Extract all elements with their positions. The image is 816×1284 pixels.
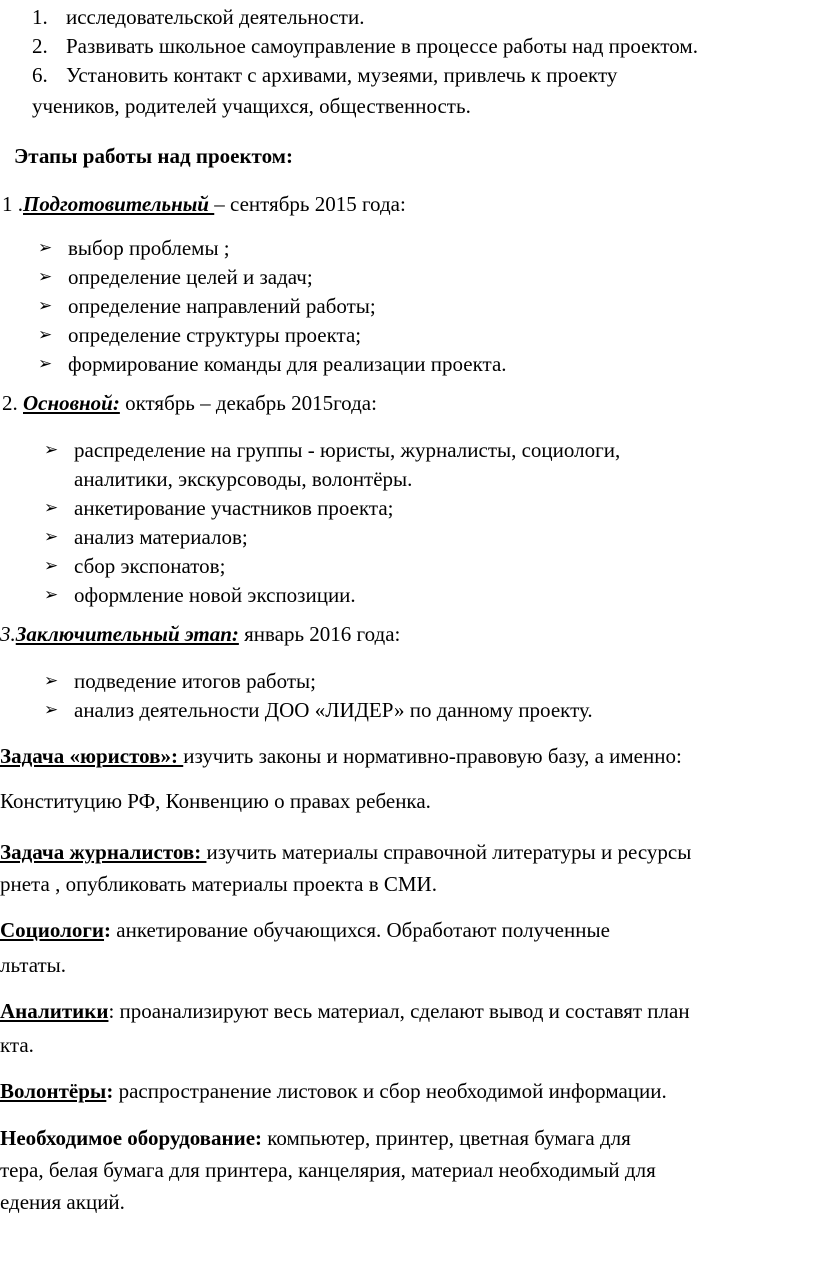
list-item: ➢ подведение итогов работы; <box>74 667 593 696</box>
stages-heading: Этапы работы над проектом: <box>14 144 293 168</box>
task-line: Волонтёры: распространение листовок и сбор необходимой информации. <box>0 1079 667 1103</box>
task-label: Социологи <box>0 918 105 942</box>
stage-items <box>44 436 621 610</box>
task-label: Аналитики <box>0 999 109 1023</box>
task-label: Задача журналистов: <box>0 840 207 864</box>
list-item: ➢ оформление новой экспозиции. <box>74 581 620 610</box>
arrowhead-bullet-icon: ➢ <box>44 440 59 460</box>
arrowhead-bullet-icon: ➢ <box>44 527 59 547</box>
list-item: ➢ формирование команды для реализации проекта. <box>68 350 507 379</box>
stage-title: 2. Основной: октябрь – декабрь 2015года: <box>2 391 377 415</box>
list-item: ➢ определение направлений работы; <box>68 292 507 321</box>
arrowhead-bullet-icon: ➢ <box>44 585 59 605</box>
list-item: ➢ анализ материалов; <box>74 523 620 552</box>
stage-name: Основной: <box>23 391 120 415</box>
task-label: Задача «юристов»: <box>0 744 184 768</box>
task-line: Социологи: анкетирование обучающихся. Обработают полученные <box>0 918 610 942</box>
arrowhead-bullet-icon: ➢ <box>38 267 53 287</box>
arrowhead-bullet-icon: ➢ <box>44 556 59 576</box>
goal-item: 2. Развивать школьное самоуправление в процессе работы над проектом. <box>32 34 698 58</box>
equipment-line: Необходимое оборудование: компьютер, принтер, цветная бумага для <box>0 1126 631 1150</box>
task-line: рнета , опубликовать материалы проекта в СМИ. <box>0 872 437 896</box>
list-item: ➢ сбор экспонатов; <box>74 552 620 581</box>
arrowhead-bullet-icon: ➢ <box>38 325 53 345</box>
arrowhead-bullet-icon: ➢ <box>44 700 59 720</box>
equipment-line: тера, белая бумага для принтера, канцелярия, материал необходимый для <box>0 1158 656 1182</box>
stage-title: 3.Заключительный этап: январь 2016 года: <box>0 622 401 646</box>
task-line: кта. <box>0 1033 34 1057</box>
task-line: Конституцию РФ, Конвенцию о правах ребенка. <box>0 789 431 813</box>
list-item: ➢ определение целей и задач; <box>68 263 507 292</box>
stage-items <box>38 234 507 379</box>
list-item: ➢ анкетирование участников проекта; <box>74 494 620 523</box>
stage-name: Подготовительный <box>23 192 215 216</box>
list-item: ➢ распределение на группы - юристы, журналисты, социологи, <box>74 436 620 465</box>
task-line: льтаты. <box>0 953 67 977</box>
arrowhead-bullet-icon: ➢ <box>44 498 59 518</box>
task-line: Задача «юристов»: изучить законы и нормативно-правовую базу, а именно: <box>0 744 682 768</box>
list-item: ➢ выбор проблемы ; <box>68 234 507 263</box>
equipment-line: едения акций. <box>0 1190 125 1214</box>
arrowhead-bullet-icon: ➢ <box>38 296 53 316</box>
stage-title: 1 .Подготовительный – сентябрь 2015 года: <box>2 192 406 216</box>
list-item-continuation: аналитики, экскурсоводы, волонтёры. <box>74 467 413 491</box>
task-line: Аналитики: проанализируют весь материал, сделают вывод и составят план <box>0 999 690 1023</box>
stage-name: Заключительный этап: <box>15 622 239 646</box>
list-item: ➢ анализ деятельности ДОО «ЛИДЕР» по данному проекту. <box>74 696 593 725</box>
list-item: ➢ определение структуры проекта; <box>68 321 507 350</box>
stage-items <box>44 667 593 725</box>
equipment-label: Необходимое оборудование: <box>0 1126 263 1150</box>
goal-item: 1. исследовательской деятельности. <box>32 5 365 29</box>
task-label: Волонтёры <box>0 1079 107 1103</box>
arrowhead-bullet-icon: ➢ <box>44 671 59 691</box>
goal-item: 6. Установить контакт с архивами, музеями, привлечь к проекту <box>32 63 618 87</box>
arrowhead-bullet-icon: ➢ <box>38 354 53 374</box>
arrowhead-bullet-icon: ➢ <box>38 238 53 258</box>
task-line: Задача журналистов: изучить материалы справочной литературы и ресурсы <box>0 840 692 864</box>
goal-item-continuation: учеников, родителей учащихся, общественность. <box>32 94 471 118</box>
